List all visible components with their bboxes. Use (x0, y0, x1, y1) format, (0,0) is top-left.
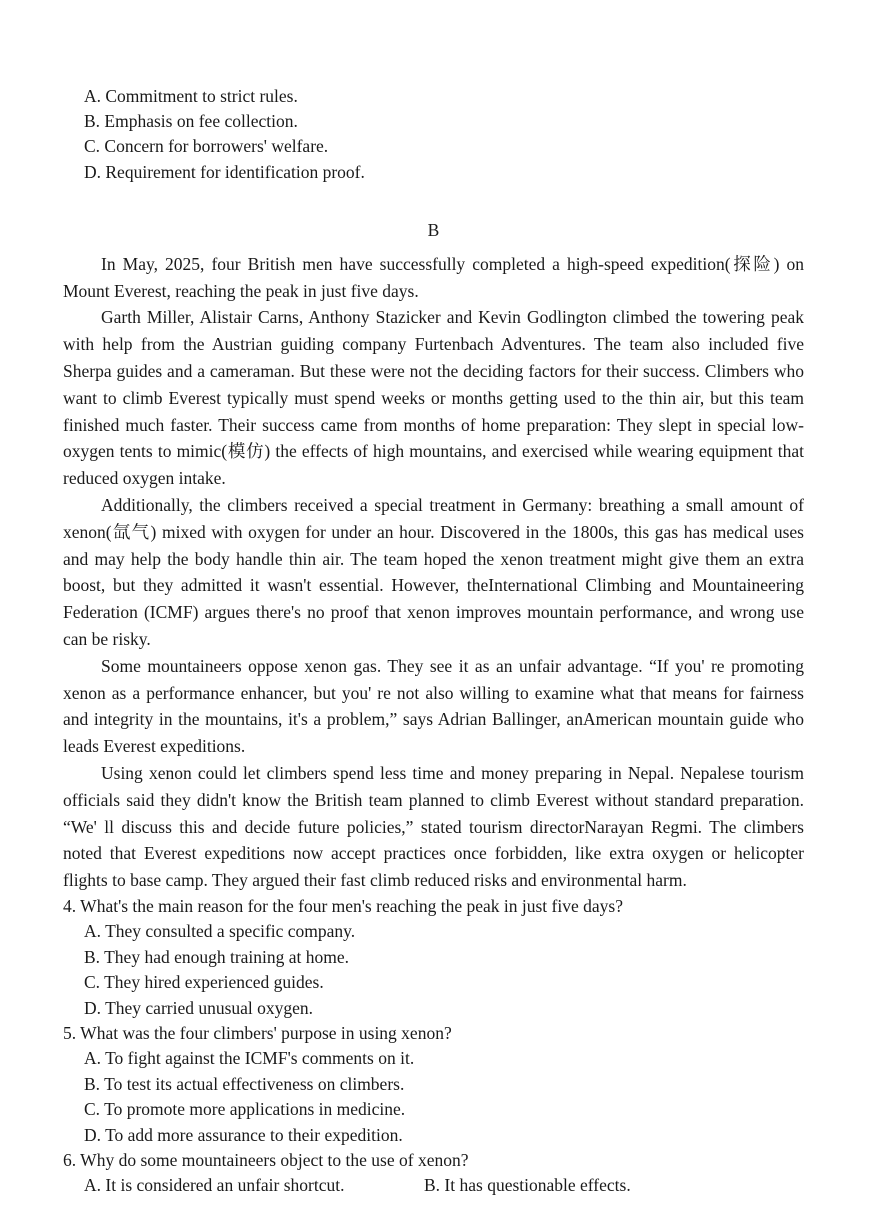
question-5-options (63, 1046, 804, 1148)
question-5-option-d[interactable]: D. To add more assurance to their expedition. (84, 1124, 403, 1145)
question-4-options (63, 919, 804, 1021)
passage-paragraph-3: Additionally, the climbers received a special treatment in Germany: breathing a small amount of xenon(氙气) mixed with oxygen for under an hour. Discovered in the 1800s, this gas has medical uses and may help the body handle thin air. The team hoped the xenon treatment might give them an extra boost, but they admitted it wasn't essential. However, theInternational Climbing and Mountaineering Federation (ICMF) argues there's no proof that xenon improves mountain performance, and wrong use can be risky. (63, 494, 804, 649)
question-stem-5: 5. What was the four climbers' purpose in using xenon? (63, 1022, 452, 1043)
question-4-option-c[interactable]: C. They hired experienced guides. (84, 972, 324, 993)
question-5-option-b[interactable]: B. To test its actual effectiveness on climbers. (84, 1073, 405, 1094)
passage-paragraph-4: Some mountaineers oppose xenon gas. They see it as an unfair advantage. “If you' re promoting xenon as a performance enhancer, but you' re not also willing to examine what that means for fairness and integrity in the mountains, it's a problem,” says Adrian Ballinger, anAmerican mountain guide who leads Everest expeditions. (63, 655, 804, 757)
option-line-b: B. Emphasis on fee collection. (84, 111, 298, 132)
question-6-options (63, 1173, 804, 1198)
page-content (63, 84, 804, 1199)
question-block-5 (63, 1021, 804, 1148)
question-stem-4: 4. What's the main reason for the four men's reaching the peak in just five days? (63, 895, 623, 916)
question-block-4 (63, 894, 804, 1021)
question-6-option-row (84, 1173, 804, 1198)
section-letter-heading: B (427, 219, 440, 240)
question-5-option-c[interactable]: C. To promote more applications in medicine. (84, 1099, 406, 1120)
option-line-c: C. Concern for borrowers' welfare. (84, 136, 329, 157)
question-6-option-a[interactable]: A. It is considered an unfair shortcut. (84, 1175, 345, 1196)
question-4-option-d[interactable]: D. They carried unusual oxygen. (84, 997, 314, 1018)
question-5-option-a[interactable]: A. To fight against the ICMF's comments on it. (84, 1048, 415, 1069)
question-6-option-b[interactable]: B. It has questionable effects. (424, 1175, 631, 1196)
previous-question-options (63, 84, 804, 185)
passage-paragraph-2: Garth Miller, Alistair Carns, Anthony Stazicker and Kevin Godlington climbed the towering peak with help from the Austrian guiding company Furtenbach Adventures. The team also included five Sherpa guides and a cameraman. But these were not the deciding factors for their success. Climbers who want to climb Everest typically must spend weeks or months getting used to the thin air, but this team finished much faster. Their success came from months of home preparation: They slept in special low-oxygen tents to mimic(模仿) the effects of high mountains, and exercised while wearing equipment that reduced oxygen intake. (63, 307, 804, 489)
question-block-6 (63, 1148, 804, 1199)
option-line-a: A. Commitment to strict rules. (84, 86, 298, 106)
passage-paragraph-1: In May, 2025, four British men have successfully completed a high-speed expedition(探险) on Mount Everest, reaching the peak in just five days. (63, 253, 804, 301)
passage-paragraph-5: Using xenon could let climbers spend less time and money preparing in Nepal. Nepalese tourism officials said they didn't know the British team planned to climb Everest without standard preparation. “We' ll discuss this and decide future policies,” stated tourism directorNarayan Regmi. The climbers noted that Everest expeditions now accept practices once forbidden, like extra oxygen or helicopter flights to base camp. They argued their fast climb reduced risks and environmental harm. (63, 762, 804, 891)
question-stem-6: 6. Why do some mountaineers object to the use of xenon? (63, 1150, 469, 1170)
question-4-option-b[interactable]: B. They had enough training at home. (84, 946, 350, 967)
option-line-d: D. Requirement for identification proof. (84, 161, 365, 182)
question-4-option-a[interactable]: A. They consulted a specific company. (84, 921, 356, 942)
